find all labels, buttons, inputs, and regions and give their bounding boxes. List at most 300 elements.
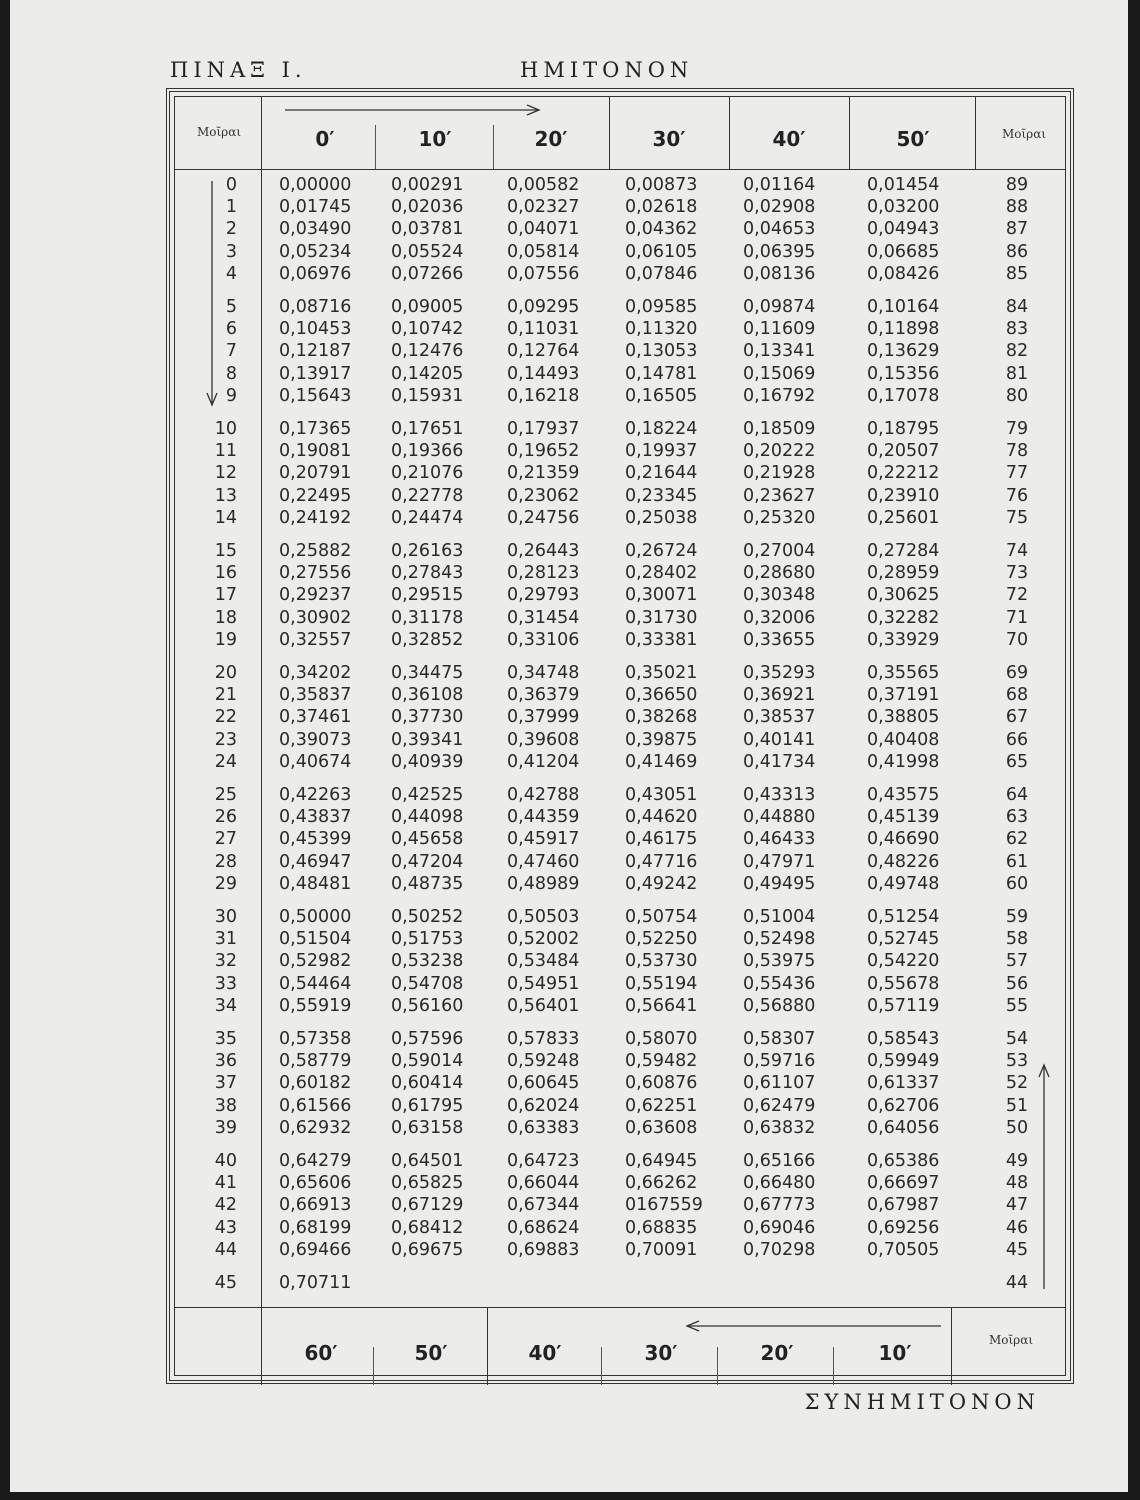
row-degree: 33 [214, 973, 237, 994]
row-degree: 0 [225, 175, 237, 195]
col-divider [601, 1347, 602, 1385]
row-degree-complement: 71 [1005, 607, 1029, 628]
table-row [175, 1051, 1075, 1073]
table-grid [174, 96, 1066, 1376]
sine-value: 0,21359 [507, 463, 580, 484]
row-degree-complement: 87 [1005, 219, 1029, 240]
row-degree: 5 [225, 297, 237, 317]
sine-value: 0,26443 [507, 541, 580, 561]
row-degree: 18 [214, 607, 237, 628]
sine-value: 0,22495 [279, 485, 352, 506]
bottom-title: ΣΥΝΗΜΙΤΟΝΟΝ [804, 1390, 1040, 1414]
row-degree-complement: 85 [1005, 263, 1029, 284]
table-row [175, 929, 1075, 951]
row-degree-complement: 56 [1005, 973, 1029, 994]
row-degree-complement: 62 [1005, 829, 1029, 850]
sine-value: 0,20222 [743, 441, 816, 462]
sine-value: 0,59716 [743, 1051, 816, 1072]
sine-value: 0,44880 [743, 807, 816, 828]
sine-value: 0,19366 [391, 441, 464, 462]
sine-value: 0,55436 [743, 973, 816, 994]
col-divider [849, 97, 850, 169]
sine-value: 0,36650 [625, 685, 698, 706]
sine-value: 0,45917 [507, 829, 580, 850]
sine-value: 0,59014 [391, 1051, 464, 1072]
sine-value: 0,01164 [743, 175, 816, 195]
table-row [175, 1151, 1075, 1173]
sine-value: 0,09005 [391, 297, 464, 317]
sine-value: 0,11609 [743, 319, 816, 340]
sine-value: 0,53238 [391, 951, 464, 972]
sine-value: 0,65386 [867, 1151, 940, 1171]
sine-value: 0,23345 [625, 485, 698, 506]
sine-value: 0,58307 [743, 1029, 816, 1049]
sine-value: 0,64723 [507, 1151, 580, 1171]
sine-value: 0,09295 [507, 297, 580, 317]
sine-value: 0,51254 [867, 907, 940, 927]
row-degree: 9 [225, 385, 237, 406]
sine-value: 0,48989 [507, 873, 580, 894]
sine-value: 0,66913 [279, 1195, 352, 1216]
row-degree-complement: 78 [1005, 441, 1029, 462]
sine-value: 0,25882 [279, 541, 352, 561]
row-degree-complement: 53 [1005, 1051, 1029, 1072]
row-degree-complement: 82 [1005, 341, 1029, 362]
row-degree: 41 [214, 1173, 237, 1194]
page [10, 0, 1128, 1492]
row-degree-complement: 72 [1005, 585, 1029, 606]
sine-value: 0,60645 [507, 1073, 580, 1094]
sine-value: 0,47716 [625, 851, 698, 872]
sine-value: 0,42263 [279, 785, 352, 805]
sine-value: 0,50000 [279, 907, 352, 927]
sine-value: 0,57596 [391, 1029, 464, 1049]
row-degree-complement: 63 [1005, 807, 1029, 828]
row-degree-complement: 60 [1005, 873, 1029, 894]
sine-value: 0,06395 [743, 241, 816, 262]
row-degree: 7 [225, 341, 237, 362]
sine-value: 0,43575 [867, 785, 940, 805]
row-degree-complement: 67 [1005, 707, 1029, 728]
sine-value: 0,41469 [625, 751, 698, 772]
sine-value: 0,29793 [507, 585, 580, 606]
row-degree-complement: 50 [1005, 1117, 1029, 1138]
sine-value: 0,27284 [867, 541, 940, 561]
sine-value: 0,56401 [507, 995, 580, 1016]
sine-value: 0,29515 [391, 585, 464, 606]
sine-value: 0,64279 [279, 1151, 352, 1171]
degrees-label-bottom: Μοῖραι [988, 1333, 1034, 1347]
sine-value: 0,33381 [625, 629, 698, 650]
sine-value: 0,20507 [867, 441, 940, 462]
sine-value: 0,70505 [867, 1239, 940, 1260]
sine-value: 0,12187 [279, 341, 352, 362]
sine-value: 0,08136 [743, 263, 816, 284]
col-head-30: 30′ [652, 127, 686, 151]
sine-value: 0,39341 [391, 729, 464, 750]
sine-value: 0,33929 [867, 629, 940, 650]
sine-value: 0,46947 [279, 851, 352, 872]
col-head-50: 50′ [896, 127, 930, 151]
sine-value: 0,09874 [743, 297, 816, 317]
sine-value: 0,46175 [625, 829, 698, 850]
sine-value: 0,40939 [391, 751, 464, 772]
sine-value: 0,62251 [625, 1095, 698, 1116]
sine-value: 0,54220 [867, 951, 940, 972]
sine-value: 0,33655 [743, 629, 816, 650]
sine-value: 0,13629 [867, 341, 940, 362]
col-divider [261, 97, 262, 169]
row-degree: 27 [214, 829, 237, 850]
sine-value: 0,54951 [507, 973, 580, 994]
sine-value: 0,70091 [625, 1239, 698, 1260]
sine-value: 0,70298 [743, 1239, 816, 1260]
table-row [175, 663, 1075, 685]
sine-value: 0,51753 [391, 929, 464, 950]
sine-value: 0,18224 [625, 419, 698, 439]
table-row [175, 386, 1075, 408]
row-degree: 30 [214, 907, 237, 927]
sine-value: 0,45658 [391, 829, 464, 850]
col-divider [833, 1347, 834, 1385]
table-row [175, 1195, 1075, 1217]
row-degree-complement: 83 [1005, 319, 1029, 340]
degrees-label-left: Μοῖραι [196, 125, 242, 139]
sine-value: 0,46690 [867, 829, 940, 850]
table-row [175, 829, 1075, 851]
sine-value: 0,48226 [867, 851, 940, 872]
sine-value: 0167559 [625, 1195, 703, 1216]
sine-value: 0,25038 [625, 507, 698, 528]
foot-col-50: 50′ [414, 1341, 448, 1365]
sine-value: 0,02327 [507, 197, 580, 218]
table-row [175, 242, 1075, 264]
sine-value: 0,67129 [391, 1195, 464, 1216]
sine-value: 0,58543 [867, 1029, 940, 1049]
sine-value: 0,08716 [279, 297, 352, 317]
sine-value: 0,04071 [507, 219, 580, 240]
sine-value: 0,47971 [743, 851, 816, 872]
sine-value: 0,15931 [391, 385, 464, 406]
table-row [175, 585, 1075, 607]
table-row [175, 1029, 1075, 1051]
sine-value: 0,28680 [743, 563, 816, 584]
sine-value: 0,59482 [625, 1051, 698, 1072]
col-divider [609, 97, 610, 169]
row-degree: 28 [214, 851, 237, 872]
table-row [175, 1096, 1075, 1118]
sine-value: 0,42788 [507, 785, 580, 805]
sine-value: 0,55678 [867, 973, 940, 994]
sine-value: 0,69046 [743, 1217, 816, 1238]
sine-value: 0,52982 [279, 951, 352, 972]
sine-value: 0,64945 [625, 1151, 698, 1171]
sine-value: 0,13917 [279, 363, 352, 384]
degrees-label-right: Μοῖραι [1001, 127, 1047, 141]
row-degree: 34 [214, 995, 237, 1016]
sine-value: 0,03781 [391, 219, 464, 240]
sine-value: 0,64501 [391, 1151, 464, 1171]
sine-value: 0,51004 [743, 907, 816, 927]
sine-value: 0,01745 [279, 197, 352, 218]
table-row [175, 1218, 1075, 1240]
sine-value: 0,10164 [867, 297, 940, 317]
table-row [175, 541, 1075, 563]
row-degree: 17 [214, 585, 237, 606]
col-divider [261, 1307, 262, 1385]
row-degree: 32 [214, 951, 237, 972]
row-degree: 36 [214, 1051, 237, 1072]
row-degree-complement: 52 [1005, 1073, 1029, 1094]
row-degree-complement: 59 [1005, 907, 1029, 927]
row-degree-complement: 55 [1005, 995, 1029, 1016]
sine-value: 0,52745 [867, 929, 940, 950]
col-head-40: 40′ [772, 127, 806, 151]
row-degree: 12 [214, 463, 237, 484]
table-row [175, 219, 1075, 241]
col-divider [375, 125, 376, 169]
sine-value: 0,68412 [391, 1217, 464, 1238]
sine-value: 0,19652 [507, 441, 580, 462]
sine-value: 0,02908 [743, 197, 816, 218]
sine-value: 0,60182 [279, 1073, 352, 1094]
table-row [175, 297, 1075, 319]
sine-value: 0,23062 [507, 485, 580, 506]
row-degree: 3 [225, 241, 237, 262]
sine-value: 0,69883 [507, 1239, 580, 1260]
sine-value: 0,44098 [391, 807, 464, 828]
row-degree: 15 [214, 541, 237, 561]
sine-value: 0,44359 [507, 807, 580, 828]
row-degree: 1 [225, 197, 237, 218]
sine-value: 0,51504 [279, 929, 352, 950]
row-degree: 19 [214, 629, 237, 650]
row-degree-complement: 44 [1005, 1273, 1029, 1293]
table-row [175, 364, 1075, 386]
table-row [175, 630, 1075, 652]
sine-value: 0,37191 [867, 685, 940, 706]
row-degree: 11 [214, 441, 237, 462]
sine-value: 0,62479 [743, 1095, 816, 1116]
foot-col-60: 60′ [304, 1341, 338, 1365]
sine-value: 0,48481 [279, 873, 352, 894]
sine-value: 0,30071 [625, 585, 698, 606]
sine-value: 0,25320 [743, 507, 816, 528]
sine-value: 0,11898 [867, 319, 940, 340]
sine-value: 0,61107 [743, 1073, 816, 1094]
sine-value: 0,34748 [507, 663, 580, 683]
sine-value: 0,62706 [867, 1095, 940, 1116]
table-row [175, 1273, 1075, 1295]
sine-value: 0,35293 [743, 663, 816, 683]
sine-value: 0,44620 [625, 807, 698, 828]
sine-value: 0,07846 [625, 263, 698, 284]
sine-value: 0,47460 [507, 851, 580, 872]
sine-value: 0,49242 [625, 873, 698, 894]
sine-value: 0,17937 [507, 419, 580, 439]
row-degree: 44 [214, 1239, 237, 1260]
table-row [175, 752, 1075, 774]
row-degree-complement: 46 [1005, 1217, 1029, 1238]
sine-value: 0,30625 [867, 585, 940, 606]
sine-value: 0,59949 [867, 1051, 940, 1072]
sine-value: 0,06976 [279, 263, 352, 284]
sine-value: 0,26163 [391, 541, 464, 561]
sine-value: 0,21644 [625, 463, 698, 484]
sine-value: 0,28123 [507, 563, 580, 584]
col-head-0: 0′ [315, 127, 335, 151]
sine-value: 0,62024 [507, 1095, 580, 1116]
sine-value: 0,37730 [391, 707, 464, 728]
sine-value: 0,17365 [279, 419, 352, 439]
sine-value: 0,14493 [507, 363, 580, 384]
sine-value: 0,06105 [625, 241, 698, 262]
sine-value: 0,11320 [625, 319, 698, 340]
sine-value: 0,32557 [279, 629, 352, 650]
col-divider [373, 1347, 374, 1385]
row-degree: 21 [214, 685, 237, 706]
table-row [175, 807, 1075, 829]
sine-value: 0,36108 [391, 685, 464, 706]
sine-value: 0,15356 [867, 363, 940, 384]
sine-value: 0,60876 [625, 1073, 698, 1094]
sine-value: 0,37999 [507, 707, 580, 728]
sine-value: 0,16218 [507, 385, 580, 406]
sine-value: 0,09585 [625, 297, 698, 317]
sine-value: 0,37461 [279, 707, 352, 728]
sine-value: 0,22212 [867, 463, 940, 484]
row-degree: 14 [214, 507, 237, 528]
sine-value: 0,32006 [743, 607, 816, 628]
row-degree: 43 [214, 1217, 237, 1238]
sine-value: 0,12764 [507, 341, 580, 362]
sine-value: 0,05234 [279, 241, 352, 262]
row-degree-complement: 49 [1005, 1151, 1029, 1171]
table-row [175, 874, 1075, 896]
row-degree: 42 [214, 1195, 237, 1216]
sine-value: 0,06685 [867, 241, 940, 262]
sine-value: 0,03490 [279, 219, 352, 240]
sine-value: 0,49748 [867, 873, 940, 894]
sine-value: 0,34475 [391, 663, 464, 683]
sine-value: 0,45139 [867, 807, 940, 828]
sine-value: 0,04653 [743, 219, 816, 240]
sine-value: 0,08426 [867, 263, 940, 284]
row-degree-complement: 84 [1005, 297, 1029, 317]
sine-value: 0,01454 [867, 175, 940, 195]
foot-col-30: 30′ [644, 1341, 678, 1365]
sine-value: 0,16505 [625, 385, 698, 406]
sine-value: 0,65825 [391, 1173, 464, 1194]
row-degree: 31 [214, 929, 237, 950]
sine-value: 0,05524 [391, 241, 464, 262]
table-row [175, 197, 1075, 219]
sine-value: 0,69675 [391, 1239, 464, 1260]
sine-value: 0,66044 [507, 1173, 580, 1194]
sine-value: 0,24756 [507, 507, 580, 528]
table-frame [166, 88, 1074, 1384]
row-degree: 8 [225, 363, 237, 384]
sine-value: 0,52498 [743, 929, 816, 950]
sine-value: 0,53975 [743, 951, 816, 972]
sine-value: 0,69466 [279, 1239, 352, 1260]
sine-value: 0,43313 [743, 785, 816, 805]
row-degree: 37 [214, 1073, 237, 1094]
table-row [175, 341, 1075, 363]
row-degree-complement: 65 [1005, 751, 1029, 772]
sine-value: 0,53730 [625, 951, 698, 972]
row-degree-complement: 74 [1005, 541, 1029, 561]
sine-value: 0,61795 [391, 1095, 464, 1116]
header-divider [175, 169, 1065, 170]
row-degree: 16 [214, 563, 237, 584]
sine-value: 0,42525 [391, 785, 464, 805]
sine-value: 0,35565 [867, 663, 940, 683]
sine-value: 0,61566 [279, 1095, 352, 1116]
sine-value: 0,27556 [279, 563, 352, 584]
sine-value: 0,38268 [625, 707, 698, 728]
sine-value: 0,10742 [391, 319, 464, 340]
sine-value: 0,13341 [743, 341, 816, 362]
col-divider [975, 97, 976, 169]
sine-value: 0,69256 [867, 1217, 940, 1238]
sine-value: 0,00873 [625, 175, 698, 195]
row-degree: 22 [214, 707, 237, 728]
sine-value: 0,26724 [625, 541, 698, 561]
sine-value: 0,03200 [867, 197, 940, 218]
table-row [175, 1240, 1075, 1262]
sine-value: 0,22778 [391, 485, 464, 506]
sine-value: 0,60414 [391, 1073, 464, 1094]
sine-value: 0,18795 [867, 419, 940, 439]
sine-value: 0,68835 [625, 1217, 698, 1238]
sine-value: 0,24192 [279, 507, 352, 528]
sine-value: 0,57358 [279, 1029, 352, 1049]
row-degree-complement: 64 [1005, 785, 1029, 805]
table-label: ΠΙΝΑΞ Ι. [170, 58, 307, 82]
row-degree: 6 [225, 319, 237, 340]
sine-value: 0,00582 [507, 175, 580, 195]
row-degree-complement: 80 [1005, 385, 1029, 406]
row-degree-complement: 61 [1005, 851, 1029, 872]
row-degree: 29 [214, 873, 237, 894]
row-degree-complement: 73 [1005, 563, 1029, 584]
row-degree: 24 [214, 751, 237, 772]
foot-col-20: 20′ [760, 1341, 794, 1365]
sine-value: 0,41204 [507, 751, 580, 772]
row-degree-complement: 81 [1005, 363, 1029, 384]
footer-divider [175, 1307, 1065, 1308]
foot-col-40: 40′ [528, 1341, 562, 1365]
sine-value: 0,31730 [625, 607, 698, 628]
sine-value: 0,38537 [743, 707, 816, 728]
sine-value: 0,50252 [391, 907, 464, 927]
sine-value: 0,17651 [391, 419, 464, 439]
row-degree-complement: 76 [1005, 485, 1029, 506]
table-row [175, 974, 1075, 996]
sine-value: 0,67344 [507, 1195, 580, 1216]
table-row [175, 996, 1075, 1018]
sine-value: 0,54708 [391, 973, 464, 994]
sine-value: 0,07556 [507, 263, 580, 284]
sine-value: 0,68624 [507, 1217, 580, 1238]
sine-value: 0,57833 [507, 1029, 580, 1049]
sine-value: 0,66480 [743, 1173, 816, 1194]
row-degree-complement: 79 [1005, 419, 1029, 439]
row-degree: 39 [214, 1117, 237, 1138]
sine-value: 0,24474 [391, 507, 464, 528]
sine-value: 0,12476 [391, 341, 464, 362]
